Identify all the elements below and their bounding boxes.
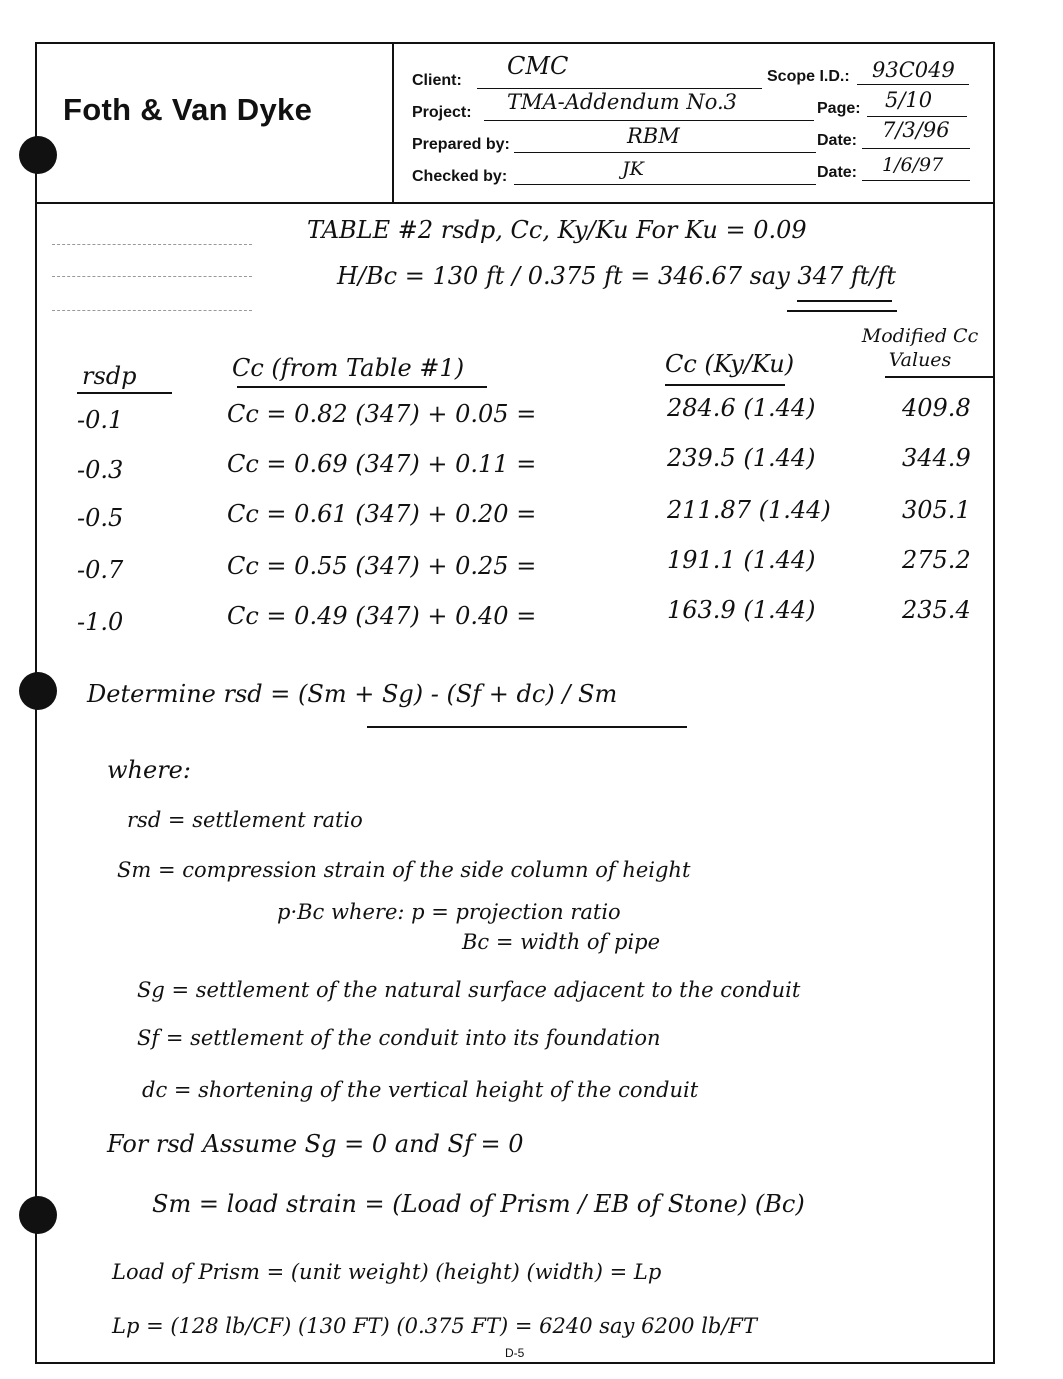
date1-value: 7/3/96 [882, 118, 950, 142]
table-row-modified: 409.8 [902, 394, 971, 422]
page-label: Page: [817, 100, 861, 117]
scope-value: 93C049 [872, 58, 955, 82]
date1-underline [862, 148, 970, 149]
date2-value: 1/6/97 [882, 154, 944, 176]
table-row-rsdp: -0.1 [77, 406, 124, 434]
calculation-sheet [35, 42, 995, 1364]
col-header-modified-underline [885, 376, 995, 378]
table-row-equation: Cc = 0.69 (347) + 0.11 = [227, 450, 537, 478]
table-row-equation: Cc = 0.49 (347) + 0.40 = [227, 602, 537, 630]
company-name: Foth & Van Dyke [63, 92, 313, 127]
lp-calculation: Lp = (128 lb/CF) (130 FT) (0.375 FT) = 6240 say 6200 lb/FT [112, 1314, 758, 1338]
table-row-cck: 239.5 (1.44) [667, 444, 816, 472]
col-header-cc-underline [237, 386, 487, 388]
table-row-rsdp: -1.0 [77, 608, 124, 636]
date2-label: Date: [817, 164, 858, 181]
table-row-modified: 275.2 [902, 546, 971, 574]
page-code: D-5 [505, 1346, 525, 1360]
hbc-underline [797, 300, 892, 302]
table-row-rsdp: -0.5 [77, 504, 124, 532]
margin-rule [52, 244, 252, 246]
col-header-cck-underline [665, 384, 785, 386]
prepared-value: RBM [627, 124, 680, 148]
title-block [37, 44, 993, 204]
page-underline [867, 116, 967, 117]
page-value: 5/10 [885, 88, 933, 112]
project-label: Project: [412, 104, 472, 121]
definition-sm-projection: p·Bc where: p = projection ratio [277, 900, 621, 924]
project-underline [484, 120, 814, 121]
definition-sg: Sg = settlement of the natural surface adjacent to the conduit [137, 978, 801, 1002]
prepared-underline [514, 152, 816, 153]
col-header-cc: Cc (from Table #1) [232, 354, 465, 382]
where-label: where: [107, 756, 191, 784]
table-row-modified: 344.9 [902, 444, 971, 472]
load-of-prism: Load of Prism = (unit weight) (height) (width) = Lp [112, 1260, 662, 1284]
scope-label: Scope I.D.: [767, 68, 850, 85]
margin-rule [52, 276, 252, 278]
table-title: TABLE #2 rsdp, Cc, Ky/Ku For Ku = 0.09 [307, 216, 807, 244]
definition-rsd: rsd = settlement ratio [127, 808, 363, 832]
assumption: For rsd Assume Sg = 0 and Sf = 0 [107, 1130, 524, 1158]
table-row-cck: 211.87 (1.44) [667, 496, 831, 524]
table-row-cck: 191.1 (1.44) [667, 546, 816, 574]
title-block-divider [392, 44, 394, 202]
table-row-equation: Cc = 0.61 (347) + 0.20 = [227, 500, 537, 528]
client-label: Client: [412, 72, 462, 89]
hbc-equation: H/Bc = 130 ft / 0.375 ft = 346.67 say 347 ft/ft [337, 262, 896, 290]
date2-underline [862, 180, 970, 181]
determine-formula: Determine rsd = (Sm + Sg) - (Sf + dc) / Sm [87, 680, 618, 708]
table-row-equation: Cc = 0.55 (347) + 0.25 = [227, 552, 537, 580]
col-header-rsdp-underline [77, 392, 172, 394]
checked-label: Checked by: [412, 168, 508, 185]
table-row-equation: Cc = 0.82 (347) + 0.05 = [227, 400, 537, 428]
client-value: CMC [507, 52, 569, 80]
project-value: TMA-Addendum No.3 [507, 90, 738, 114]
margin-rule [52, 310, 252, 312]
table-row-rsdp: -0.7 [77, 556, 124, 584]
client-underline [477, 88, 762, 89]
checked-value: JK [622, 158, 644, 180]
sm-load-strain: Sm = load strain = (Load of Prism / EB of Stone) (Bc) [152, 1190, 805, 1218]
definition-sm-width: Bc = width of pipe [462, 930, 661, 954]
col-header-modified: Modified Cc Values [861, 325, 979, 371]
table-row-cck: 284.6 (1.44) [667, 394, 816, 422]
definition-dc: dc = shortening of the vertical height of the conduit [142, 1078, 699, 1102]
col-header-rsdp: rsdp [82, 362, 137, 390]
table-row-modified: 305.1 [902, 496, 971, 524]
table-row-cck: 163.9 (1.44) [667, 596, 816, 624]
checked-underline [514, 184, 816, 185]
table-row-modified: 235.4 [902, 596, 971, 624]
prepared-label: Prepared by: [412, 136, 510, 153]
fraction-bar [367, 726, 687, 728]
definition-sm: Sm = compression strain of the side column of height [117, 858, 691, 882]
col-header-cck: Cc (Ky/Ku) [665, 350, 795, 378]
scope-underline [857, 84, 969, 85]
date1-label: Date: [817, 132, 858, 149]
table-row-rsdp: -0.3 [77, 456, 124, 484]
hbc-underline-2 [787, 310, 897, 312]
definition-sf: Sf = settlement of the conduit into its foundation [137, 1026, 661, 1050]
